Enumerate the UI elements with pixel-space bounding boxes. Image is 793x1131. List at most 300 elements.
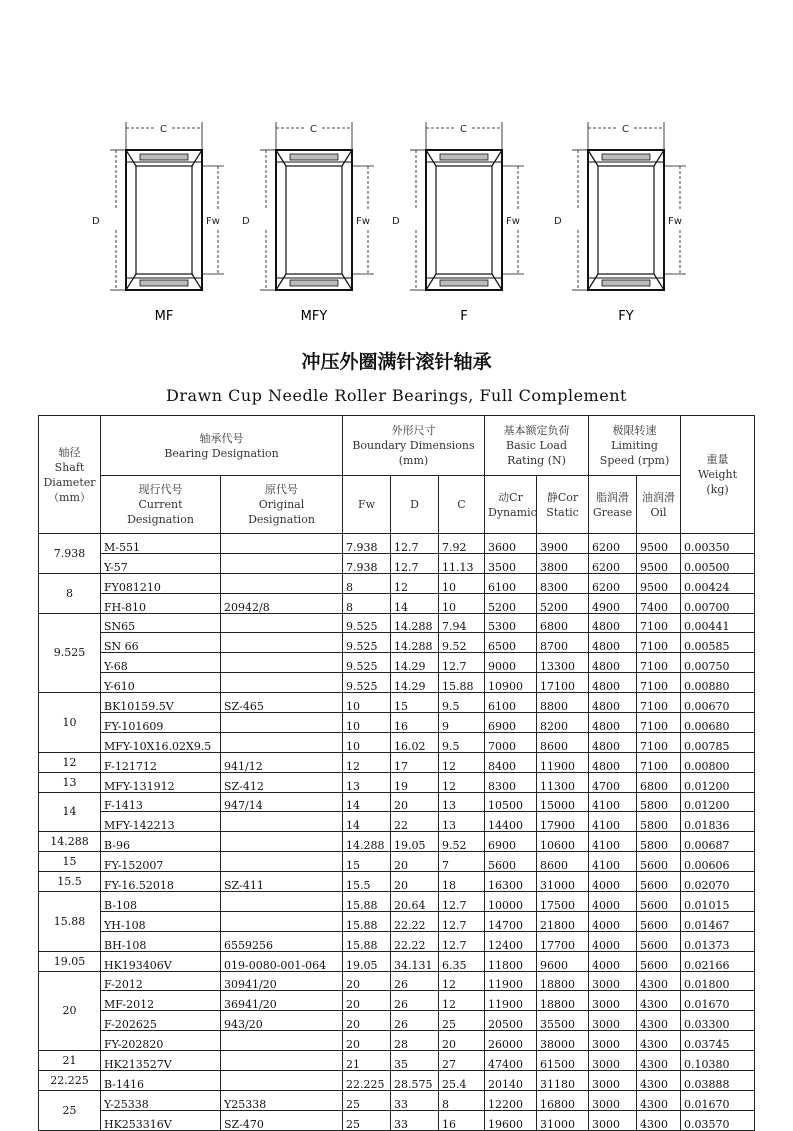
cell-cor: 8200 — [537, 713, 589, 733]
cell-cor: 11900 — [537, 752, 589, 772]
cell-grease: 4100 — [589, 792, 637, 812]
table-row — [39, 732, 755, 752]
cell-cor: 8300 — [537, 573, 589, 593]
cell-original — [221, 832, 343, 852]
cell-current: FH-810 — [101, 593, 221, 613]
cell-weight: 0.00585 — [681, 633, 755, 653]
cell-c: 9.52 — [439, 832, 485, 852]
cell-cor: 3900 — [537, 534, 589, 554]
cell-c: 6.35 — [439, 951, 485, 971]
cell-oil: 7100 — [637, 752, 681, 772]
cell-current: B-108 — [101, 892, 221, 912]
table-row — [39, 553, 755, 573]
table-row — [39, 1110, 755, 1130]
dim-fw-label: Fw — [206, 216, 220, 227]
cell-c: 20 — [439, 1031, 485, 1051]
table-row — [39, 911, 755, 931]
cell-grease: 3000 — [589, 1110, 637, 1130]
cell-d: 26 — [391, 991, 439, 1011]
cell-c: 13 — [439, 792, 485, 812]
dim-c-label: C — [622, 124, 629, 135]
cell-oil: 7100 — [637, 732, 681, 752]
dim-d-label: D — [242, 216, 250, 227]
cell-original: 019-0080-001-064 — [221, 951, 343, 971]
cell-current: BH-108 — [101, 931, 221, 951]
cell-cr: 5200 — [485, 593, 537, 613]
dim-c-label: C — [160, 124, 167, 135]
cell-fw: 15.88 — [343, 931, 391, 951]
cell-c: 27 — [439, 1051, 485, 1071]
cell-c: 15.88 — [439, 673, 485, 693]
cell-grease: 4700 — [589, 772, 637, 792]
cell-grease: 3000 — [589, 1011, 637, 1031]
cell-original — [221, 892, 343, 912]
cell-current: FY-16.52018 — [101, 872, 221, 892]
cell-d: 14 — [391, 593, 439, 613]
cell-weight: 0.01015 — [681, 892, 755, 912]
cell-weight: 0.02166 — [681, 951, 755, 971]
cell-d: 20 — [391, 792, 439, 812]
cell-fw: 15.5 — [343, 872, 391, 892]
cell-cr: 16300 — [485, 872, 537, 892]
cell-cor: 6800 — [537, 613, 589, 633]
dim-c-label: C — [310, 124, 317, 135]
cell-oil: 5600 — [637, 872, 681, 892]
cell-weight: 0.01200 — [681, 772, 755, 792]
cell-cor: 9600 — [537, 951, 589, 971]
cell-d: 19 — [391, 772, 439, 792]
cell-weight: 0.01800 — [681, 971, 755, 991]
cell-cor: 61500 — [537, 1051, 589, 1071]
table-row — [39, 971, 755, 991]
table-row — [39, 852, 755, 872]
cell-fw: 10 — [343, 732, 391, 752]
cell-d: 14.288 — [391, 613, 439, 633]
cell-d: 20 — [391, 852, 439, 872]
cell-oil: 4300 — [637, 1051, 681, 1071]
cell-fw: 8 — [343, 573, 391, 593]
table-row — [39, 812, 755, 832]
cell-cor: 31180 — [537, 1071, 589, 1091]
cell-shaft: 20 — [39, 971, 101, 1051]
table-row — [39, 832, 755, 852]
cell-oil: 7100 — [637, 633, 681, 653]
cell-grease: 6200 — [589, 553, 637, 573]
cell-cr: 3600 — [485, 534, 537, 554]
cell-weight: 0.01670 — [681, 1090, 755, 1110]
cell-original — [221, 911, 343, 931]
cell-shaft: 21 — [39, 1051, 101, 1071]
cell-grease: 4100 — [589, 832, 637, 852]
cell-current: MFY-142213 — [101, 812, 221, 832]
cell-oil: 5800 — [637, 832, 681, 852]
cell-weight: 0.01200 — [681, 792, 755, 812]
cell-current: F-2012 — [101, 971, 221, 991]
cell-grease: 4000 — [589, 872, 637, 892]
cell-c: 12.7 — [439, 892, 485, 912]
cell-weight: 0.01373 — [681, 931, 755, 951]
cell-weight: 0.00670 — [681, 693, 755, 713]
header-shaft: 轴径 Shaft Diameter （mm） — [39, 416, 101, 534]
cell-fw: 10 — [343, 713, 391, 733]
cell-weight: 0.00424 — [681, 573, 755, 593]
cell-d: 33 — [391, 1110, 439, 1130]
cell-d: 16 — [391, 713, 439, 733]
cell-oil: 5600 — [637, 951, 681, 971]
table-row — [39, 1071, 755, 1091]
cell-weight: 0.00500 — [681, 553, 755, 573]
cell-weight: 0.00606 — [681, 852, 755, 872]
cell-d: 28 — [391, 1031, 439, 1051]
table-row — [39, 653, 755, 673]
cell-fw: 9.525 — [343, 633, 391, 653]
dim-fw-label: Fw — [506, 216, 520, 227]
cell-c: 12.7 — [439, 653, 485, 673]
cell-oil: 4300 — [637, 971, 681, 991]
cell-original: 20942/8 — [221, 593, 343, 613]
cell-grease: 4800 — [589, 673, 637, 693]
cell-current: MFY-131912 — [101, 772, 221, 792]
table-row — [39, 673, 755, 693]
cell-cor: 38000 — [537, 1031, 589, 1051]
dim-fw-label: Fw — [668, 216, 682, 227]
header-current: 现行代号 Current Designation — [101, 476, 221, 534]
cell-c: 7.94 — [439, 613, 485, 633]
cell-d: 19.05 — [391, 832, 439, 852]
cell-shaft: 10 — [39, 693, 101, 753]
cell-grease: 6200 — [589, 534, 637, 554]
cell-cr: 11800 — [485, 951, 537, 971]
dim-d-label: D — [554, 216, 562, 227]
cell-grease: 6200 — [589, 573, 637, 593]
cell-weight: 0.00700 — [681, 593, 755, 613]
cell-grease: 3000 — [589, 1090, 637, 1110]
cell-original — [221, 573, 343, 593]
diagram-label-mf: MF — [154, 309, 174, 324]
cell-cr: 5600 — [485, 852, 537, 872]
cell-fw: 15.88 — [343, 892, 391, 912]
cell-d: 26 — [391, 1011, 439, 1031]
cell-fw: 8 — [343, 593, 391, 613]
cell-oil: 4300 — [637, 1071, 681, 1091]
cell-d: 12.7 — [391, 553, 439, 573]
cell-current: SN 66 — [101, 633, 221, 653]
cell-grease: 4900 — [589, 593, 637, 613]
cell-cr: 10500 — [485, 792, 537, 812]
cell-c: 10 — [439, 593, 485, 613]
cell-original — [221, 1071, 343, 1091]
cell-shaft: 22.225 — [39, 1071, 101, 1091]
cell-cor: 18800 — [537, 971, 589, 991]
bearing-spec-table — [38, 415, 755, 1131]
cell-d: 22.22 — [391, 911, 439, 931]
cell-cr: 20500 — [485, 1011, 537, 1031]
cell-current: Y-57 — [101, 553, 221, 573]
cell-d: 20.64 — [391, 892, 439, 912]
table-row — [39, 991, 755, 1011]
cell-cr: 6500 — [485, 633, 537, 653]
cell-c: 12 — [439, 752, 485, 772]
cell-weight: 0.00441 — [681, 613, 755, 633]
table-row — [39, 892, 755, 912]
cell-c: 12.7 — [439, 911, 485, 931]
cell-weight: 0.03300 — [681, 1011, 755, 1031]
cell-grease: 4800 — [589, 613, 637, 633]
cell-c: 9.5 — [439, 732, 485, 752]
cell-shaft: 15 — [39, 852, 101, 872]
cell-d: 16.02 — [391, 732, 439, 752]
cell-c: 12 — [439, 772, 485, 792]
cell-d: 12 — [391, 573, 439, 593]
cell-original — [221, 653, 343, 673]
cell-original — [221, 732, 343, 752]
cell-grease: 3000 — [589, 971, 637, 991]
table-row — [39, 713, 755, 733]
cell-oil: 5600 — [637, 892, 681, 912]
cell-original: SZ-411 — [221, 872, 343, 892]
cell-cor: 17100 — [537, 673, 589, 693]
cell-c: 9 — [439, 713, 485, 733]
cell-d: 14.288 — [391, 633, 439, 653]
cell-cr: 9000 — [485, 653, 537, 673]
cell-original — [221, 613, 343, 633]
table-row — [39, 1051, 755, 1071]
title-chinese: 冲压外圈满针滚针轴承 — [301, 351, 492, 373]
cell-original: 6559256 — [221, 931, 343, 951]
table-row — [39, 1031, 755, 1051]
cell-fw: 9.525 — [343, 613, 391, 633]
cell-fw: 22.225 — [343, 1071, 391, 1091]
cell-cor: 3800 — [537, 553, 589, 573]
cell-shaft: 9.525 — [39, 613, 101, 693]
cell-cor: 16800 — [537, 1090, 589, 1110]
table-row — [39, 931, 755, 951]
cell-shaft: 8 — [39, 573, 101, 613]
header-designation: 轴承代号 Bearing Designation — [101, 416, 343, 476]
cell-weight: 0.00750 — [681, 653, 755, 673]
cell-cor: 8700 — [537, 633, 589, 653]
cell-cor: 31000 — [537, 872, 589, 892]
cell-oil: 7100 — [637, 653, 681, 673]
cell-fw: 20 — [343, 1031, 391, 1051]
cell-cr: 10000 — [485, 892, 537, 912]
cell-weight: 0.10380 — [681, 1051, 755, 1071]
cell-d: 26 — [391, 971, 439, 991]
cell-original — [221, 1031, 343, 1051]
cell-oil: 5800 — [637, 812, 681, 832]
cell-cr: 8400 — [485, 752, 537, 772]
cell-grease: 4800 — [589, 732, 637, 752]
cell-c: 25.4 — [439, 1071, 485, 1091]
cell-c: 18 — [439, 872, 485, 892]
header-c: C — [439, 476, 485, 534]
cell-cr: 7000 — [485, 732, 537, 752]
header-load: 基本额定负荷 Basic Load Rating (N) — [485, 416, 589, 476]
cell-grease: 4800 — [589, 713, 637, 733]
cell-cr: 6900 — [485, 713, 537, 733]
cell-cr: 11900 — [485, 991, 537, 1011]
cell-original: SZ-470 — [221, 1110, 343, 1130]
cell-cor: 8600 — [537, 852, 589, 872]
cell-original — [221, 1051, 343, 1071]
table-row — [39, 693, 755, 713]
cell-shaft: 14.288 — [39, 832, 101, 852]
cell-c: 12 — [439, 991, 485, 1011]
cell-c: 10 — [439, 573, 485, 593]
cell-oil: 7100 — [637, 613, 681, 633]
cell-cr: 11900 — [485, 971, 537, 991]
cell-fw: 25 — [343, 1110, 391, 1130]
cell-grease: 4000 — [589, 911, 637, 931]
cell-c: 9.52 — [439, 633, 485, 653]
cell-d: 35 — [391, 1051, 439, 1071]
cell-weight: 0.00687 — [681, 832, 755, 852]
table-row — [39, 1011, 755, 1031]
cell-oil: 7100 — [637, 673, 681, 693]
header-original: 原代号 Original Designation — [221, 476, 343, 534]
dim-c-label: C — [460, 124, 467, 135]
cell-current: FY-152007 — [101, 852, 221, 872]
cell-cr: 12200 — [485, 1090, 537, 1110]
cell-current: FY081210 — [101, 573, 221, 593]
cell-oil: 4300 — [637, 1031, 681, 1051]
cell-weight: 0.03570 — [681, 1110, 755, 1130]
cell-current: HK213527V — [101, 1051, 221, 1071]
bearing-diagrams — [80, 108, 720, 328]
cell-c: 11.13 — [439, 553, 485, 573]
cell-grease: 4800 — [589, 633, 637, 653]
cell-d: 14.29 — [391, 653, 439, 673]
cell-c: 25 — [439, 1011, 485, 1031]
cell-d: 12.7 — [391, 534, 439, 554]
cell-grease: 3000 — [589, 991, 637, 1011]
cell-original — [221, 534, 343, 554]
cell-cr: 20140 — [485, 1071, 537, 1091]
header-weight: 重量 Weight (kg) — [681, 416, 755, 534]
cell-cr: 8300 — [485, 772, 537, 792]
table-row — [39, 872, 755, 892]
cell-weight: 0.03888 — [681, 1071, 755, 1091]
cell-oil: 7100 — [637, 693, 681, 713]
cell-grease: 3000 — [589, 1031, 637, 1051]
cell-c: 8 — [439, 1090, 485, 1110]
cell-shaft: 12 — [39, 752, 101, 772]
cell-grease: 4800 — [589, 693, 637, 713]
cell-fw: 14.288 — [343, 832, 391, 852]
cell-current: F-121712 — [101, 752, 221, 772]
table-body — [39, 534, 755, 1131]
cell-current: M-551 — [101, 534, 221, 554]
cell-cr: 19600 — [485, 1110, 537, 1130]
cell-d: 22 — [391, 812, 439, 832]
cell-fw: 19.05 — [343, 951, 391, 971]
cell-oil: 9500 — [637, 534, 681, 554]
cell-fw: 20 — [343, 991, 391, 1011]
cell-fw: 25 — [343, 1090, 391, 1110]
cell-cor: 17900 — [537, 812, 589, 832]
cell-oil: 4300 — [637, 1110, 681, 1130]
cell-cr: 12400 — [485, 931, 537, 951]
cell-c: 12 — [439, 971, 485, 991]
cell-current: Y-610 — [101, 673, 221, 693]
cell-fw: 21 — [343, 1051, 391, 1071]
cell-d: 17 — [391, 752, 439, 772]
cell-weight: 0.01836 — [681, 812, 755, 832]
cell-grease: 4800 — [589, 653, 637, 673]
cell-cor: 35500 — [537, 1011, 589, 1031]
header-static: 静Cor Static — [537, 476, 589, 534]
cell-current: MF-2012 — [101, 991, 221, 1011]
cell-cr: 6100 — [485, 693, 537, 713]
diagram-f — [392, 122, 524, 324]
cell-grease: 3000 — [589, 1071, 637, 1091]
cell-fw: 7.938 — [343, 553, 391, 573]
cell-weight: 0.00800 — [681, 752, 755, 772]
cell-cor: 10600 — [537, 832, 589, 852]
cell-fw: 9.525 — [343, 673, 391, 693]
cell-oil: 4300 — [637, 1090, 681, 1110]
diagram-mf — [92, 122, 224, 324]
cell-cor: 8600 — [537, 732, 589, 752]
cell-original — [221, 633, 343, 653]
cell-current: HK253316V — [101, 1110, 221, 1130]
cell-shaft: 13 — [39, 772, 101, 792]
cell-weight: 0.00880 — [681, 673, 755, 693]
cell-oil: 9500 — [637, 573, 681, 593]
cell-current: BK10159.5V — [101, 693, 221, 713]
cell-cor: 17700 — [537, 931, 589, 951]
cell-cr: 14400 — [485, 812, 537, 832]
cell-oil: 4300 — [637, 1011, 681, 1031]
cell-cor: 17500 — [537, 892, 589, 912]
cell-fw: 14 — [343, 792, 391, 812]
cell-d: 34.131 — [391, 951, 439, 971]
cell-current: B-1416 — [101, 1071, 221, 1091]
cell-oil: 9500 — [637, 553, 681, 573]
diagram-label-fy: FY — [618, 309, 634, 324]
cell-weight: 0.01670 — [681, 991, 755, 1011]
cell-oil: 5600 — [637, 852, 681, 872]
cell-grease: 4100 — [589, 812, 637, 832]
cell-cr: 26000 — [485, 1031, 537, 1051]
cell-current: YH-108 — [101, 911, 221, 931]
cell-shaft: 14 — [39, 792, 101, 832]
cell-cor: 8800 — [537, 693, 589, 713]
cell-weight: 0.00680 — [681, 713, 755, 733]
table-row — [39, 573, 755, 593]
cell-original: 947/14 — [221, 792, 343, 812]
cell-cr: 6100 — [485, 573, 537, 593]
cell-current: FY-202820 — [101, 1031, 221, 1051]
cell-original — [221, 852, 343, 872]
table-row — [39, 593, 755, 613]
cell-original: 36941/20 — [221, 991, 343, 1011]
cell-weight: 0.00350 — [681, 534, 755, 554]
cell-oil: 4300 — [637, 991, 681, 1011]
cell-fw: 15 — [343, 852, 391, 872]
cell-original: Y25338 — [221, 1090, 343, 1110]
cell-grease: 3000 — [589, 1051, 637, 1071]
cell-cor: 15000 — [537, 792, 589, 812]
cell-weight: 0.02070 — [681, 872, 755, 892]
title-english: Drawn Cup Needle Roller Bearings, Full Complement — [166, 386, 627, 405]
cell-shaft: 7.938 — [39, 534, 101, 574]
cell-grease: 4800 — [589, 752, 637, 772]
cell-weight: 0.01467 — [681, 911, 755, 931]
cell-cr: 14700 — [485, 911, 537, 931]
header-speed: 极限转速 Limiting Speed (rpm) — [589, 416, 681, 476]
cell-current: FY-101609 — [101, 713, 221, 733]
